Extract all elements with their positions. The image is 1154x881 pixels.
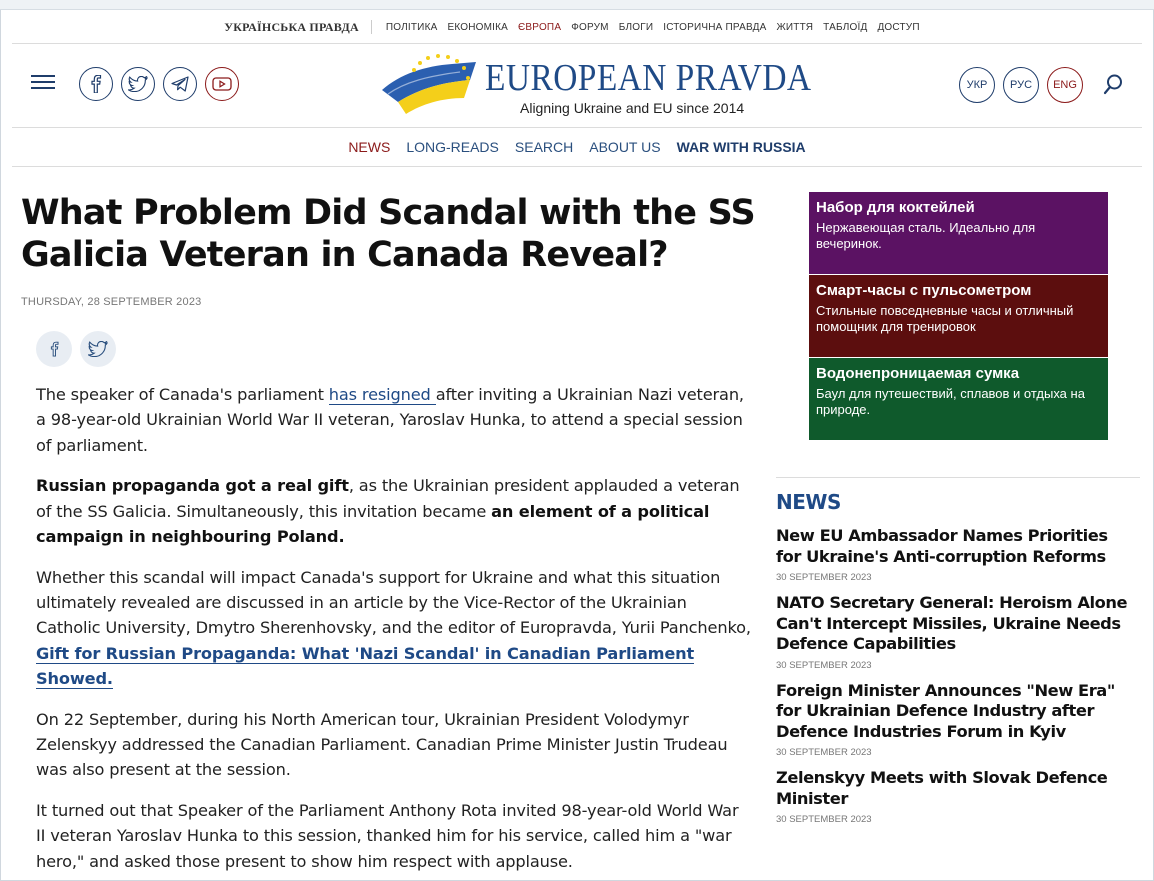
ad-smartwatch[interactable]	[809, 275, 1108, 357]
network-link-life[interactable]: ЖИТТЯ	[776, 21, 814, 33]
menu-icon[interactable]	[31, 75, 55, 91]
gift-for-propaganda-link[interactable]: Gift for Russian Propaganda: What 'Nazi Scandal' in Canadian Parliament Showed.	[36, 643, 695, 688]
news-item	[776, 768, 1136, 825]
share-buttons	[36, 331, 116, 367]
network-brand-link[interactable]: УКРАЇНСЬКА ПРАВДА	[224, 19, 359, 34]
lang-rus[interactable]: РУС	[1003, 67, 1039, 103]
news-list	[776, 526, 1136, 835]
network-link-access[interactable]: ДОСТУП	[877, 21, 920, 33]
news-item	[776, 681, 1136, 759]
search-icon[interactable]	[1102, 73, 1124, 95]
news-title-link[interactable]: Foreign Minister Announces "New Era" for Ukrainian Defence Industry after Defence Industries Forum in Kyiv	[776, 680, 1115, 741]
news-item	[776, 593, 1136, 671]
has-resigned-link[interactable]: has resigned	[328, 385, 436, 404]
article-paragraph: Russian propaganda got a real gift, as the Ukrainian president applauded a veteran of the SS Galicia. Simultaneously, this invitation became an element of a political campaign in neighbouring Poland.	[36, 476, 740, 546]
language-switcher	[959, 67, 1083, 103]
network-link-forum[interactable]: ФОРУМ	[571, 21, 609, 33]
site-logo[interactable]	[380, 50, 812, 120]
ad-cocktail-set[interactable]	[809, 192, 1108, 274]
telegram-icon[interactable]	[163, 67, 197, 101]
network-link-economy[interactable]: ЕКОНОМІКА	[447, 21, 509, 33]
lang-eng[interactable]: ENG	[1047, 67, 1083, 103]
ad-description: Стильные повседневные часы и отличный помощник для тренировок	[816, 303, 1074, 334]
logo-subtitle: Aligning Ukraine and EU since 2014	[520, 100, 745, 116]
article-paragraph: It turned out that Speaker of the Parliament Anthony Rota invited 98-year-old World War II veteran Yaroslav Hunka to this session, thanked him for his service, called him a "war hero," and asked those present to show him respect with applause.	[36, 801, 739, 871]
facebook-icon	[49, 340, 60, 358]
article-paragraph: On 22 September, during his North American tour, Ukrainian President Volodymyr Zelenskyy addressed the Canadian Parliament. Canadian Prime Minister Justin Trudeau was also present at the session.	[36, 709, 728, 780]
share-twitter-button[interactable]	[80, 331, 116, 367]
nav-news[interactable]: NEWS	[348, 139, 391, 155]
ad-description: Нержавеющая сталь. Идеально для вечеринок.	[816, 220, 1036, 251]
news-date: 30 SEPTEMBER 2023	[776, 572, 872, 583]
youtube-icon[interactable]	[205, 67, 239, 101]
ad-description: Баул для путешествий, сплавов и отдыха на природе.	[816, 386, 1085, 417]
lang-ukr[interactable]: УКР	[959, 67, 995, 103]
news-title-link[interactable]: New EU Ambassador Names Priorities for Ukraine's Anti-corruption Reforms	[776, 526, 1108, 566]
article-date: THURSDAY, 28 SEPTEMBER 2023	[21, 296, 202, 308]
nav-about-us[interactable]: ABOUT US	[589, 139, 661, 155]
divider	[12, 166, 1142, 167]
share-facebook-button[interactable]	[36, 331, 72, 367]
article-paragraph: Whether this scandal will impact Canada's support for Ukraine and what this situation ultimately revealed are discussed in an article by the Vice-Rector of the Ukrainian Catholic University, Dmytro Sherenhovsky, and the editor of Europravda, Yurii Panchenko, Gift for Russian Propaganda: What 'Nazi Scandal' in Canadian Parliament Showed.	[36, 567, 751, 688]
logo-title: EUROPEAN PRAVDA	[485, 57, 812, 99]
news-title-link[interactable]: Zelenskyy Meets with Slovak Defence Minister	[776, 768, 1108, 808]
article-headline: What Problem Did Scandal with the SS Galicia Veteran in Canada Reveal?	[21, 193, 755, 275]
browser-top-strip	[0, 0, 1154, 10]
section-nav	[0, 128, 1154, 166]
network-link-politics[interactable]: ПОЛІТИКА	[385, 21, 438, 33]
divider	[12, 43, 1142, 44]
article-body	[36, 382, 751, 881]
network-link-blogs[interactable]: БЛОГИ	[618, 21, 654, 33]
nav-long-reads[interactable]: LONG-READS	[406, 139, 499, 155]
ad-title: Набор для коктейлей	[816, 199, 975, 216]
network-nav	[0, 10, 1154, 44]
news-date: 30 SEPTEMBER 2023	[776, 659, 872, 671]
twitter-icon[interactable]	[121, 67, 155, 101]
network-link-history[interactable]: ІСТОРИЧНА ПРАВДА	[663, 21, 767, 33]
news-date: 30 SEPTEMBER 2023	[776, 814, 872, 825]
ad-waterproof-bag[interactable]	[809, 358, 1108, 440]
twitter-icon	[88, 341, 108, 357]
facebook-icon[interactable]	[79, 67, 113, 101]
news-heading[interactable]: NEWS	[776, 490, 841, 514]
news-title-link[interactable]: NATO Secretary General: Heroism Alone Can't Intercept Missiles, Ukraine Needs Defence Capabilities	[776, 593, 1128, 653]
article-paragraph: The speaker of Canada's parliament has resigned after inviting a Ukrainian Nazi veteran, a 98-year-old Ukrainian World War II veteran, Yaroslav Hunka, to attend a special session of parliament.	[36, 385, 744, 455]
nav-war-with-russia[interactable]: WAR WITH RUSSIA	[676, 139, 806, 155]
network-link-tabloid[interactable]: ТАБЛОЇД	[823, 21, 868, 33]
network-link-europe[interactable]: ЄВРОПА	[518, 21, 562, 33]
news-item	[776, 526, 1136, 583]
ad-title: Водонепроницаемая сумка	[816, 365, 1020, 382]
network-nav-divider	[371, 20, 372, 34]
divider	[776, 477, 1140, 478]
ad-title: Смарт-часы с пульсометром	[816, 282, 1032, 299]
news-date: 30 SEPTEMBER 2023	[776, 747, 872, 758]
nav-search[interactable]: SEARCH	[514, 139, 574, 155]
flag-logo-icon	[380, 52, 480, 116]
social-links	[79, 67, 239, 101]
